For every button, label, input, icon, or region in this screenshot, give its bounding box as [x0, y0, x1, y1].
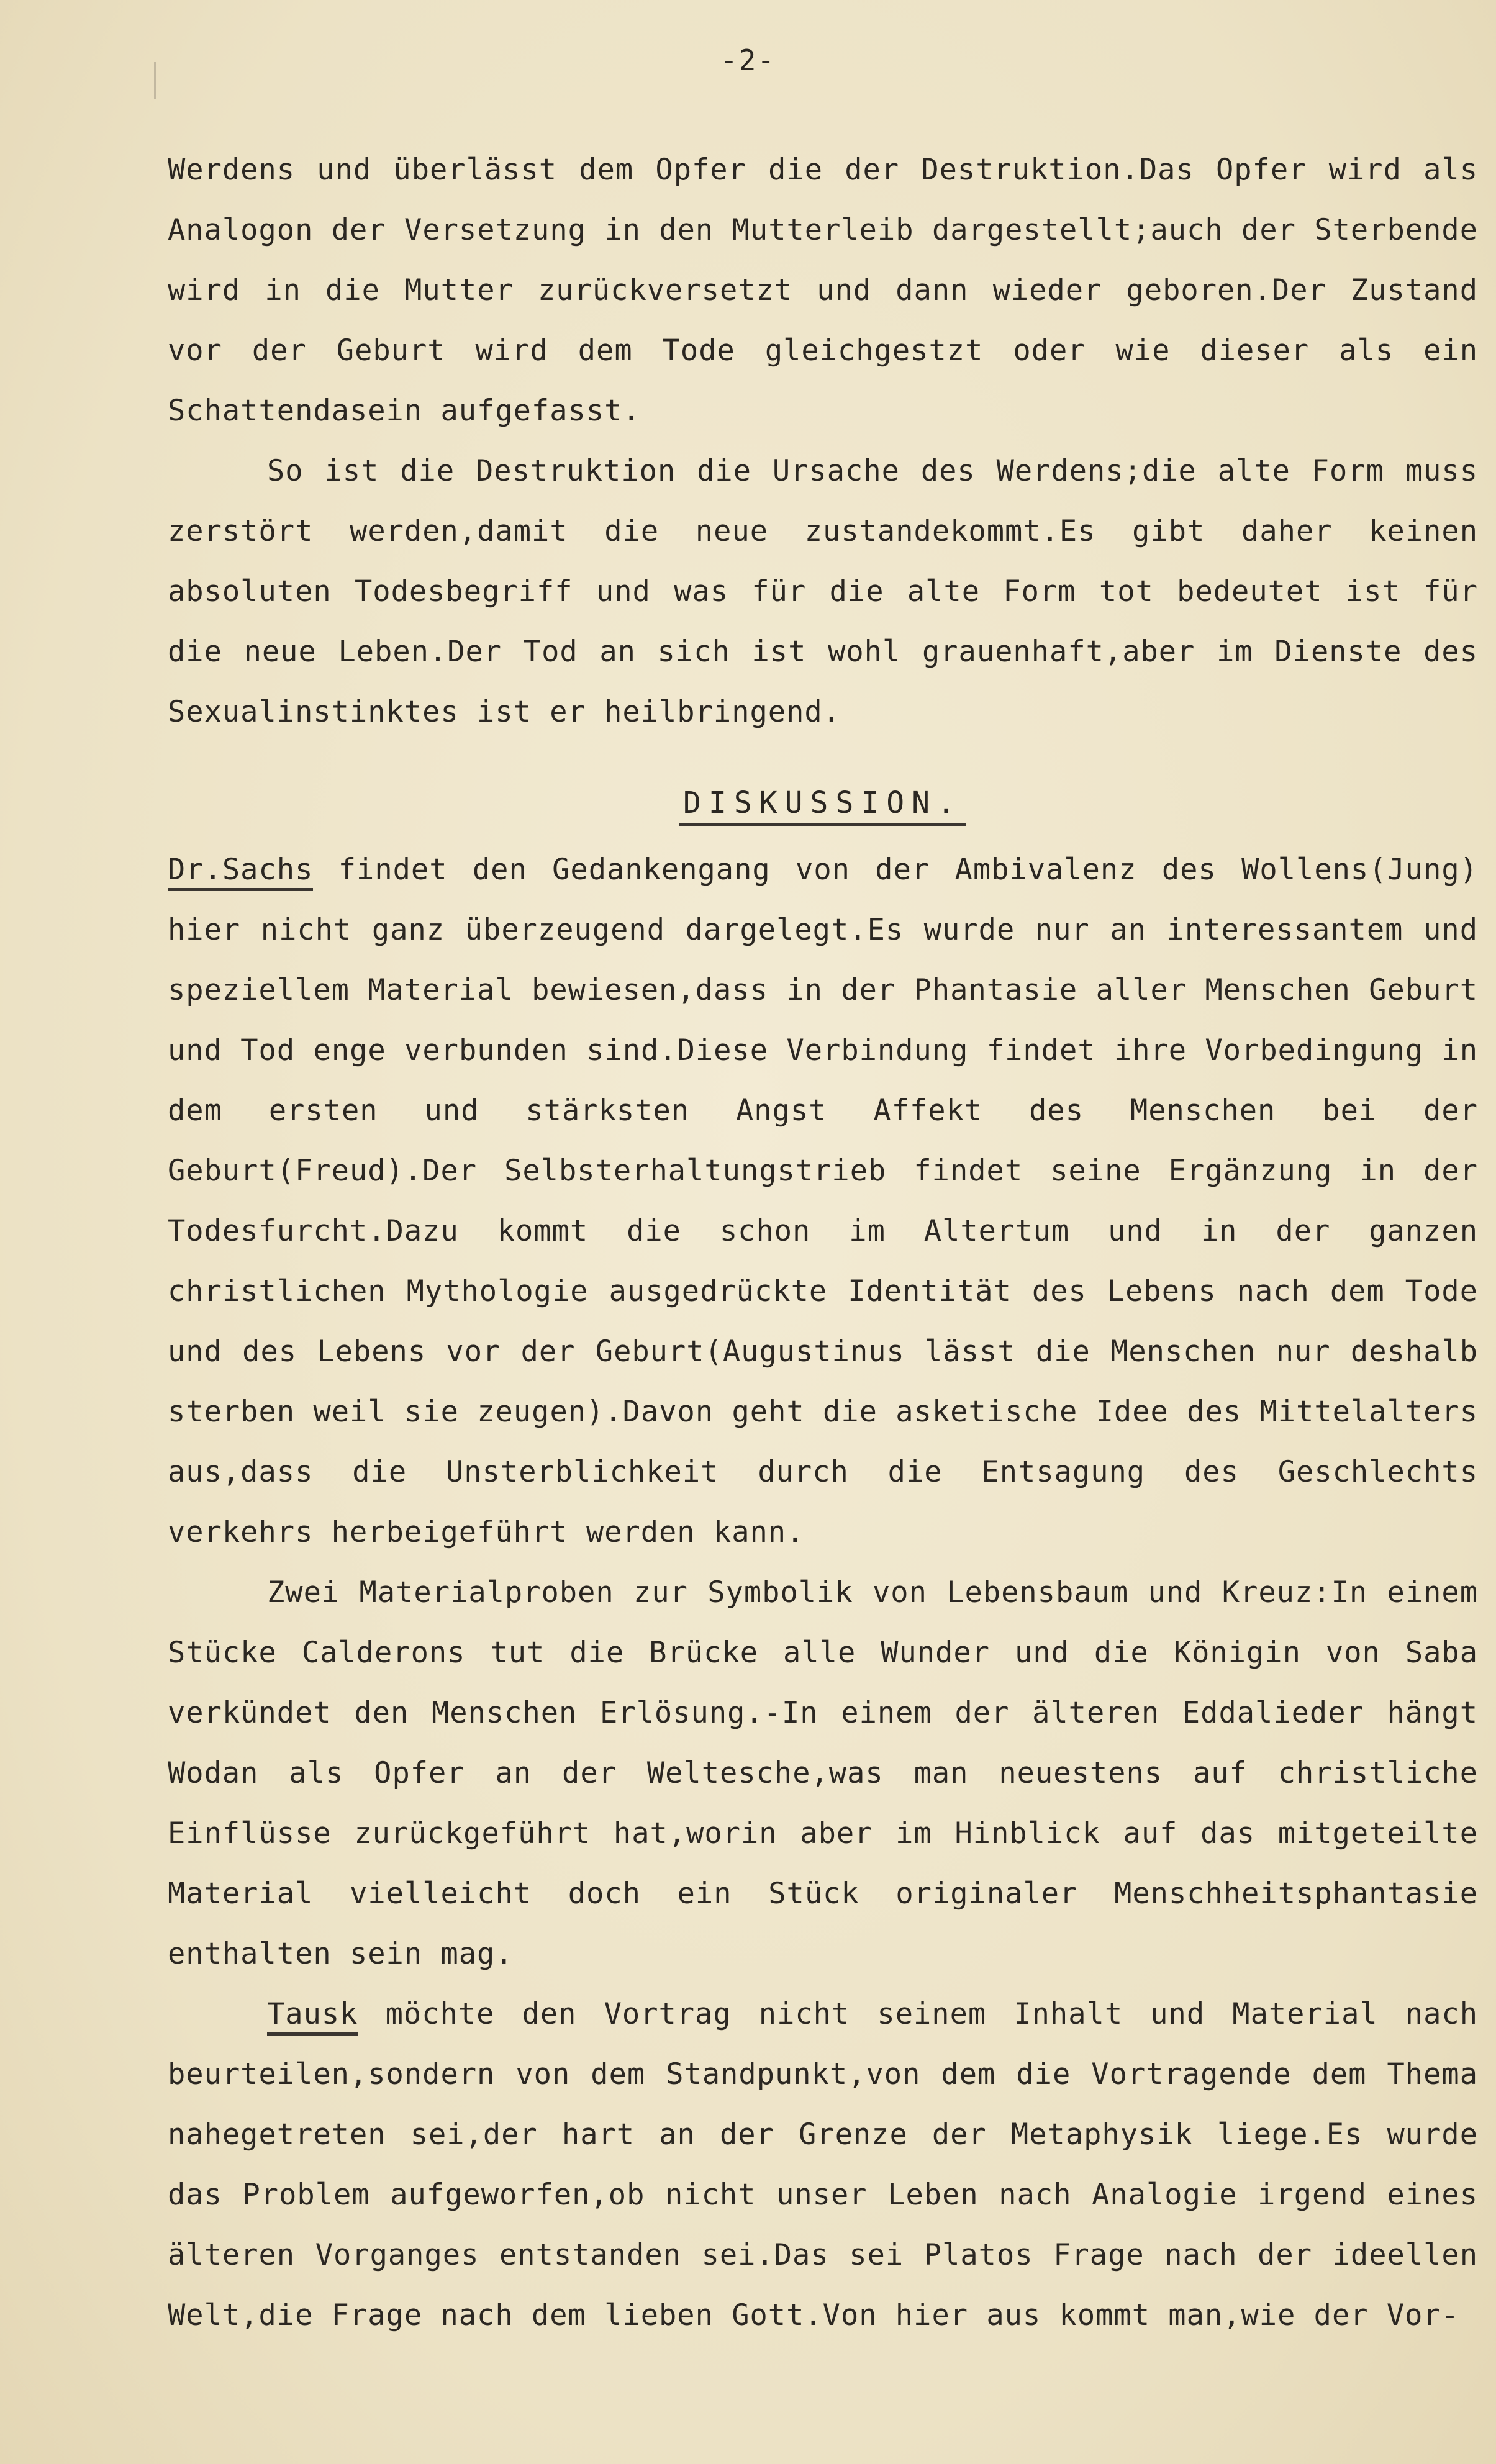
paragraph-2: So ist die Destruktion die Ursache des Werdens;die alte Form muss zerstört werden,damit die neue zustandekommt.Es gibt daher keinen absoluten Todesbegriff und was für die alte Form tot bedeutet ist für die neue Leben.Der Tod an sich ist wohl grauenhaft,aber im Dienste des Sexualinstinktes ist er heilbringend.	[168, 454, 1478, 729]
discussion-paragraph-sachs	[168, 840, 1478, 1562]
body-text	[168, 140, 1478, 2345]
paragraph-1: Werdens und überlässt dem Opfer die der Destruktion.Das Opfer wird als Analogon der Versetzung in den Mutterleib dargestellt;auch der Sterbende wird in die Mutter zurückversetzt und dann wieder geboren.Der Zustand vor der Geburt wird dem Tode gleichgestzt oder wie dieser als ein Schattendasein aufgefasst.	[168, 153, 1478, 428]
section-heading-text: DISKUSSION.	[679, 786, 966, 826]
speaker-name: Dr.Sachs	[168, 853, 313, 891]
discussion-text: möchte den Vortrag nicht seinem Inhalt und Material nach beurteilen,sondern von dem Standpunkt,von dem die Vortragende dem Thema nahegetreten sei,der hart an der Grenze der Metaphysik liege.Es wurde das Problem aufgeworfen,ob nicht unser Leben nach Analogie irgend eines älteren Vorganges entstanden sei.Das sei Platos Frage nach der ideellen Welt,die Frage nach dem lieben Gott.Von hier aus kommt man,wie der Vor-	[168, 1997, 1478, 2332]
discussion-paragraph-tausk	[168, 1984, 1478, 2345]
section-heading	[168, 773, 1478, 833]
page-number: -2-	[720, 43, 776, 77]
discussion-text: findet den Gedankengang von der Ambivalenz des Wollens(Jung) hier nicht ganz überzeugend dargelegt.Es wurde nur an interessantem und speziellem Material bewiesen,dass in der Phantasie aller Menschen Geburt und Tod enge verbunden sind.Diese Verbindung findet ihre Vorbedingung in dem ersten und stärksten Angst Affekt des Menschen bei der Geburt(Freud).Der Selbsterhaltungstrieb findet seine Ergänzung in der Todesfurcht.Dazu kommt die schon im Altertum und in der ganzen christlichen Mythologie ausgedrückte Identität des Lebens nach dem Tode und des Lebens vor der Geburt(Augustinus lässt die Menschen nur deshalb sterben weil sie zeugen).Davon geht die asketische Idee des Mittelalters aus,dass die Unsterblichkeit durch die Entsagung des Geschlechts verkehrs herbeigeführt werden kann.	[168, 853, 1478, 1549]
speaker-name: Tausk	[267, 1997, 358, 2036]
discussion-paragraph-materialproben: Zwei Materialproben zur Symbolik von Lebensbaum und Kreuz:In einem Stücke Calderons tut die Brücke alle Wunder und die Königin von Saba verkündet den Menschen Erlösung.-In einem der älteren Eddalieder hängt Wodan als Opfer an der Weltesche,was man neuestens auf christliche Einflüsse zurückgeführt hat,worin aber im Hinblick auf das mitgeteilte Material vielleicht doch ein Stück originaler Menschheitsphantasie enthalten sein mag.	[168, 1575, 1478, 1971]
